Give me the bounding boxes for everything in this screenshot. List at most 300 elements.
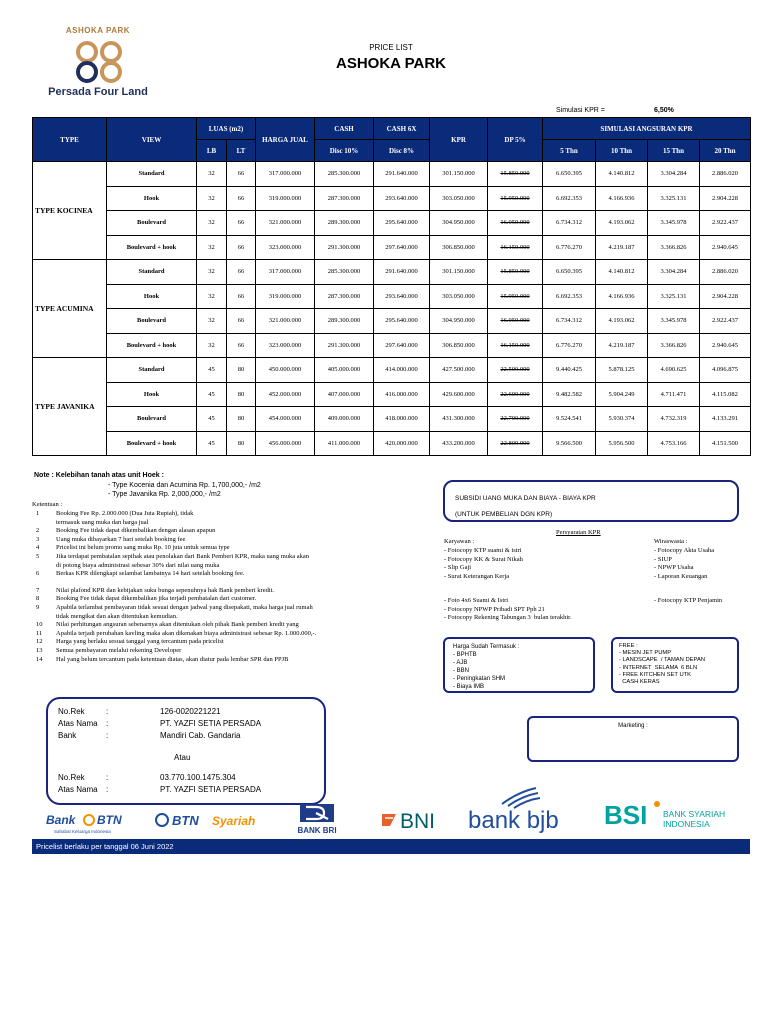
free-list	[619, 650, 737, 686]
rule-number: 14	[36, 655, 43, 663]
rule-item	[36, 519, 436, 528]
harga-cell: 317.000.000	[256, 162, 315, 187]
cash-cell: 411.000.000	[315, 431, 374, 456]
rule-text: Nilai perhitungan angsuran sebenarnya akan ditentukan oleh pihak Bank pemberi kredit yang	[56, 621, 299, 629]
colon: :	[106, 731, 109, 740]
rule-item	[36, 553, 436, 562]
logo-top-text: ASHOKA PARK	[65, 26, 131, 35]
bank-label: Bank	[58, 731, 77, 740]
free-title: FREE :	[619, 643, 638, 649]
table-row	[33, 407, 751, 432]
rule-item	[36, 527, 436, 536]
bni-logo	[380, 806, 456, 834]
rule-item	[36, 638, 436, 647]
view-cell: Boulevard	[107, 211, 197, 236]
bank-1: Mandiri Cab. Gandaria	[160, 731, 241, 740]
lb-cell: 32	[197, 333, 227, 358]
table-row	[33, 333, 751, 358]
rule-number: 1	[36, 510, 40, 517]
footer-bar: Pricelist berlaku per tanggal 06 Juni 2022	[32, 839, 750, 854]
rule-text: Uang muka dibayarkan 7 hari setelah booking fee	[56, 535, 186, 543]
subsidi-line2: (UNTUK PEMBELIAN DGN KPR)	[455, 511, 553, 518]
colon: :	[106, 785, 109, 794]
table-row	[33, 186, 751, 211]
list-item: - INTERNET SELAMA 6 BLN	[619, 664, 698, 671]
atasnama-1: PT. YAZFI SETIA PERSADA	[160, 719, 262, 728]
lb-cell: 32	[197, 309, 227, 334]
cash6-cell: 297.640.000	[374, 235, 430, 260]
type-name: TYPE KOCINEA	[33, 162, 107, 260]
free-box	[611, 637, 739, 693]
project-title: ASHOKA PARK	[335, 55, 446, 72]
y20-cell: 4.133.291	[700, 407, 751, 432]
y15-cell: 4.732.319	[648, 407, 700, 432]
harga-cell: 319.000.000	[256, 284, 315, 309]
y20-cell: 4.096.875	[700, 358, 751, 383]
col-cash: CASH	[315, 118, 374, 140]
sim-label: Simulasi KPR =	[556, 107, 605, 114]
rule-item	[36, 604, 436, 613]
lb-cell: 45	[197, 382, 227, 407]
lt-cell: 66	[227, 309, 256, 334]
dp-cell: 22.800.000	[488, 431, 543, 456]
rule-item	[36, 656, 436, 665]
list-item: - Laporan Keuangan	[654, 572, 708, 580]
y10-cell: 5.930.374	[596, 407, 648, 432]
dp-cell: 22.500.000	[488, 358, 543, 383]
rule-number: 12	[36, 638, 43, 646]
col-type: TYPE	[33, 118, 107, 162]
cash6-cell: 291.640.000	[374, 260, 430, 285]
list-item: - Biaya IMB	[453, 684, 485, 690]
lt-cell: 66	[227, 235, 256, 260]
wiraswasta-list-2	[654, 597, 722, 606]
dp-cell: 22.600.000	[488, 382, 543, 407]
rule-number: 4	[36, 544, 40, 552]
col-cash-disc: Disc 10%	[315, 140, 374, 162]
col-cash6: CASH 6X	[374, 118, 430, 140]
y20-cell: 2.886.020	[700, 260, 751, 285]
y5-cell: 6.692.353	[543, 186, 596, 211]
svg-text:BTN: BTN	[97, 813, 122, 827]
cash-cell: 291.300.000	[315, 333, 374, 358]
colon: :	[106, 707, 109, 716]
y20-cell: 4.151.500	[700, 431, 751, 456]
lb-cell: 45	[197, 358, 227, 383]
cash6-cell: 291.640.000	[374, 162, 430, 187]
list-item: CASH KERAS	[619, 679, 660, 686]
view-cell: Standard	[107, 358, 197, 383]
dp-cell: 22.700.000	[488, 407, 543, 432]
kpr-cell: 303.050.000	[430, 186, 488, 211]
kpr-cell: 429.600.000	[430, 382, 488, 407]
harga-cell: 452.000.000	[256, 382, 315, 407]
lb-cell: 32	[197, 235, 227, 260]
rule-number: 8	[36, 595, 40, 603]
list-item: - Fotocopy Akta Usaha	[654, 547, 715, 554]
col-kpr: KPR	[430, 118, 488, 162]
cash-cell: 287.300.000	[315, 284, 374, 309]
harga-termasuk-list	[453, 651, 593, 691]
rule-text: Nilai plafond KPR dan kebijakan suku bunga sepenuhnya hak Bank pemberi kredit.	[56, 586, 275, 594]
view-cell: Boulevard + hook	[107, 333, 197, 358]
view-cell: Boulevard	[107, 309, 197, 334]
list-item: - Fotocopy KTP suami & istri	[444, 547, 522, 554]
kpr-cell: 306.850.000	[430, 235, 488, 260]
rule-number: 13	[36, 646, 43, 654]
y10-cell: 4.193.062	[596, 309, 648, 334]
y20-cell: 2.940.645	[700, 235, 751, 260]
list-item: - NPWP Usaha	[654, 564, 694, 572]
lt-cell: 66	[227, 162, 256, 187]
karyawan-list-2	[444, 597, 572, 623]
list-item: - Surat Keterangan Kerja	[444, 572, 510, 580]
rule-item	[36, 510, 436, 519]
price-table	[32, 117, 751, 456]
harga-termasuk-title: Harga Sudah Termasuk :	[453, 644, 520, 650]
col-view: VIEW	[107, 118, 197, 162]
cash6-cell: 293.640.000	[374, 284, 430, 309]
y10-cell: 4.219.187	[596, 333, 648, 358]
y10-cell: 4.140.812	[596, 162, 648, 187]
col-luas: LUAS (m2)	[197, 118, 256, 140]
kpr-cell: 427.500.000	[430, 358, 488, 383]
lb-cell: 32	[197, 186, 227, 211]
y20-cell: 2.922.437	[700, 211, 751, 236]
cash-cell: 289.300.000	[315, 309, 374, 334]
list-item: - AJB	[453, 660, 468, 666]
persyaratan-title: Persyaratan KPR	[556, 529, 601, 536]
harga-termasuk-box	[443, 637, 595, 693]
list-item: - FREE KITCHEN SET UTK	[619, 671, 692, 678]
col-simulasi: SIMULASI ANGSURAN KPR	[543, 118, 751, 140]
col-10thn: 10 Thn	[596, 140, 648, 162]
norek-1: 126-0020221221	[160, 707, 221, 716]
y15-cell: 3.366.826	[648, 333, 700, 358]
atasnama-label: Atas Nama	[58, 785, 98, 794]
svg-text:Sahabat Keluarga Indonesia: Sahabat Keluarga Indonesia	[54, 829, 111, 834]
svg-text:INDONESIA: INDONESIA	[663, 819, 710, 829]
col-5thn: 5 Thn	[543, 140, 596, 162]
lt-cell: 80	[227, 358, 256, 383]
rule-text: Booking Fee Rp. 2.000.000 (Dua Juta Rupiah), tidak	[56, 510, 194, 517]
y20-cell: 2.886.020	[700, 162, 751, 187]
subsidi-box	[443, 480, 739, 522]
table-row	[33, 358, 751, 383]
cash-cell: 291.300.000	[315, 235, 374, 260]
harga-cell: 454.000.000	[256, 407, 315, 432]
lb-cell: 32	[197, 260, 227, 285]
marketing-label: Marketing :	[618, 723, 648, 729]
svg-text:Bank: Bank	[46, 813, 76, 827]
col-20thn: 20 Thn	[700, 140, 751, 162]
y15-cell: 3.304.284	[648, 260, 700, 285]
list-item: - BPHTB	[453, 652, 477, 658]
cash-cell: 289.300.000	[315, 211, 374, 236]
rule-text: Booking Fee tidak dapat dikembalikan dengan alasan apapun	[56, 527, 216, 535]
rule-text: di potong biaya administrasi sebesar 30% dari nilai uang muka	[56, 561, 220, 569]
atau-label: Atau	[174, 753, 191, 762]
rule-number: 9	[36, 603, 40, 611]
colon: :	[106, 719, 109, 728]
svg-text:Syariah: Syariah	[212, 814, 256, 828]
rule-item	[36, 536, 436, 545]
view-cell: Hook	[107, 382, 197, 407]
y5-cell: 6.650.395	[543, 260, 596, 285]
cash6-cell: 418.000.000	[374, 407, 430, 432]
bjb-logo	[466, 782, 578, 834]
rule-item	[36, 613, 436, 622]
cash-cell: 285.300.000	[315, 260, 374, 285]
svg-text:BANK SYARIAH: BANK SYARIAH	[663, 809, 726, 819]
lb-cell: 45	[197, 431, 227, 456]
table-row	[33, 260, 751, 285]
col-dp: DP 5%	[488, 118, 543, 162]
dp-cell: 15.850.000	[488, 260, 543, 285]
rule-text: Jika terdapat pembatalan sepihak atau penolakan dari Bank Pemberi KPR, maka uang muka akan	[56, 552, 310, 560]
view-cell: Standard	[107, 260, 197, 285]
table-row	[33, 162, 751, 187]
y15-cell: 4.753.166	[648, 431, 700, 456]
lt-cell: 66	[227, 333, 256, 358]
harga-cell: 323.000.000	[256, 235, 315, 260]
cash6-cell: 293.640.000	[374, 186, 430, 211]
table-row	[33, 431, 751, 456]
list-item: - Foto 4x6 Suami & Istri	[444, 597, 509, 604]
y5-cell: 9.440.425	[543, 358, 596, 383]
norek-label: No.Rek	[58, 707, 85, 716]
harga-cell: 456.000.000	[256, 431, 315, 456]
y15-cell: 3.325.131	[648, 284, 700, 309]
lb-cell: 32	[197, 284, 227, 309]
lt-cell: 80	[227, 407, 256, 432]
lt-cell: 66	[227, 284, 256, 309]
dp-cell: 15.850.000	[488, 162, 543, 187]
view-cell: Boulevard + hook	[107, 431, 197, 456]
rule-item	[36, 621, 436, 630]
kpr-cell: 301.150.000	[430, 260, 488, 285]
dp-cell: 16.150.000	[488, 235, 543, 260]
cash-cell: 409.000.000	[315, 407, 374, 432]
y20-cell: 2.904.228	[700, 186, 751, 211]
col-harga: HARGA JUAL	[256, 118, 315, 162]
y5-cell: 6.776.270	[543, 333, 596, 358]
y20-cell: 2.904.228	[700, 284, 751, 309]
cash6-cell: 420.000.000	[374, 431, 430, 456]
svg-text:bank bjb: bank bjb	[468, 807, 559, 834]
type-name: TYPE JAVANIKA	[33, 358, 107, 456]
list-item: - Fotocopy Rekening Tabungan 3 bulan terakhir.	[444, 614, 572, 622]
y15-cell: 3.366.826	[648, 235, 700, 260]
kpr-cell: 303.050.000	[430, 284, 488, 309]
btn-logo	[44, 808, 138, 836]
rule-text: Hal yang belum tercantum pada ketentuan diatas, akan diatur pada lembar SPR dan PPJB	[56, 655, 289, 663]
cash-cell: 405.000.000	[315, 358, 374, 383]
marketing-box	[527, 716, 739, 762]
list-item: - Fotocopy KTP Penjamin	[654, 597, 723, 604]
rule-item	[36, 647, 436, 656]
y20-cell: 4.115.082	[700, 382, 751, 407]
harga-cell: 321.000.000	[256, 211, 315, 236]
svg-text:BANK BRI: BANK BRI	[297, 826, 337, 835]
col-lb: LB	[197, 140, 227, 162]
view-cell: Hook	[107, 186, 197, 211]
table-header	[33, 118, 751, 162]
y10-cell: 4.219.187	[596, 235, 648, 260]
y15-cell: 3.345.978	[648, 211, 700, 236]
y15-cell: 4.711.471	[648, 382, 700, 407]
note-kocinea: - Type Kocenia dan Acumina Rp. 1,700,000,- /m2	[108, 482, 261, 489]
bri-logo	[280, 804, 354, 836]
harga-cell: 323.000.000	[256, 333, 315, 358]
rule-number: 6	[36, 570, 40, 578]
kpr-cell: 304.950.000	[430, 211, 488, 236]
y5-cell: 9.566.500	[543, 431, 596, 456]
y15-cell: 3.304.284	[648, 162, 700, 187]
y15-cell: 3.345.978	[648, 309, 700, 334]
list-item: - Fotocopy KK & Surat Nikah	[444, 555, 523, 563]
dp-cell: 16.050.000	[488, 211, 543, 236]
y10-cell: 5.956.500	[596, 431, 648, 456]
rule-text: tidak mengikat dan akan ditentukan kemudian.	[56, 612, 178, 620]
cash6-cell: 414.000.000	[374, 358, 430, 383]
y10-cell: 4.140.812	[596, 260, 648, 285]
sim-rate: 6,50%	[654, 107, 674, 114]
rule-text: Berkas KPR dilengkapi selambat lambatnya 14 hari setelah booking fee.	[56, 570, 245, 578]
btn-syariah-logo	[154, 808, 266, 832]
lt-cell: 80	[227, 382, 256, 407]
rule-text: Semua pembayaran melalui rekening Developer	[56, 646, 182, 654]
lb-cell: 32	[197, 211, 227, 236]
rules-list	[36, 510, 436, 664]
rule-number: 10	[36, 621, 43, 629]
y5-cell: 6.734.312	[543, 211, 596, 236]
rule-text: Booking Fee tidak dapat dikembalikan jika terjadi pembatalan dari customer.	[56, 595, 257, 603]
cash-cell: 287.300.000	[315, 186, 374, 211]
y20-cell: 2.940.645	[700, 333, 751, 358]
rule-item	[36, 562, 436, 571]
rule-item	[36, 630, 436, 639]
y20-cell: 2.922.437	[700, 309, 751, 334]
lt-cell: 66	[227, 211, 256, 236]
dp-cell: 15.950.000	[488, 186, 543, 211]
wiraswasta-list	[654, 547, 714, 581]
bsi-logo	[604, 794, 740, 834]
harga-cell: 321.000.000	[256, 309, 315, 334]
view-cell: Standard	[107, 162, 197, 187]
view-cell: Hook	[107, 284, 197, 309]
dp-cell: 16.150.000	[488, 333, 543, 358]
kpr-cell: 304.950.000	[430, 309, 488, 334]
harga-cell: 319.000.000	[256, 186, 315, 211]
rule-text: Harga yang berlaku sesuai tanggal yang tercantum pada pricelist	[56, 638, 224, 646]
rule-item	[36, 570, 436, 579]
list-item: - SIUP	[654, 555, 672, 563]
col-lt: LT	[227, 140, 256, 162]
y10-cell: 4.166.936	[596, 284, 648, 309]
svg-text:BTN: BTN	[172, 813, 199, 828]
ketentuan-title: Ketentuan :	[32, 501, 63, 508]
rule-item	[36, 587, 436, 596]
karyawan-label: Karyawan :	[444, 538, 475, 545]
rule-number: 11	[36, 629, 43, 637]
subsidi-line1: SUBSIDI UANG MUKA DAN BIAYA - BIAYA KPR	[455, 495, 596, 502]
dp-cell: 15.950.000	[488, 284, 543, 309]
rule-item	[36, 595, 436, 604]
y5-cell: 9.524.541	[543, 407, 596, 432]
rule-text: Pricelist ini belum promo sang muka Rp. 10 juta untuk semua type	[56, 544, 230, 552]
y10-cell: 4.193.062	[596, 211, 648, 236]
y5-cell: 6.776.270	[543, 235, 596, 260]
kpr-cell: 431.300.000	[430, 407, 488, 432]
view-cell: Boulevard	[107, 407, 197, 432]
y10-cell: 5.904.249	[596, 382, 648, 407]
rule-number: 2	[36, 527, 40, 535]
atasnama-2: PT. YAZFI SETIA PERSADA	[160, 785, 262, 794]
view-cell: Boulevard + hook	[107, 235, 197, 260]
table-row	[33, 284, 751, 309]
list-item: - Slip Gaji	[444, 564, 472, 572]
y10-cell: 4.166.936	[596, 186, 648, 211]
cash-cell: 285.300.000	[315, 162, 374, 187]
doc-title: PRICE LIST	[369, 43, 413, 52]
lb-cell: 32	[197, 162, 227, 187]
table-row	[33, 211, 751, 236]
note-javanika: - Type Javanika Rp. 2,000,000,- /m2	[108, 491, 221, 498]
kpr-cell: 306.850.000	[430, 333, 488, 358]
table-row	[33, 309, 751, 334]
rule-number: 3	[36, 535, 40, 543]
note-title: Note : Kelebihan tanah atas unit Hoek :	[34, 472, 164, 479]
lt-cell: 66	[227, 260, 256, 285]
cash6-cell: 295.640.000	[374, 309, 430, 334]
col-cash6-disc: Disc 8%	[374, 140, 430, 162]
harga-cell: 450.000.000	[256, 358, 315, 383]
y5-cell: 9.482.582	[543, 382, 596, 407]
rule-item	[36, 544, 436, 553]
bank-account-box	[46, 697, 326, 805]
atasnama-label: Atas Nama	[58, 719, 98, 728]
y5-cell: 6.692.353	[543, 284, 596, 309]
y15-cell: 3.325.131	[648, 186, 700, 211]
list-item: - MESIN JET PUMP	[619, 650, 672, 657]
rule-number: 7	[36, 586, 40, 594]
y15-cell: 4.690.625	[648, 358, 700, 383]
list-item: - LANDSCAPE / TAMAN DEPAN	[619, 657, 706, 664]
cash6-cell: 297.640.000	[374, 333, 430, 358]
table-row	[33, 235, 751, 260]
norek-label: No.Rek	[58, 773, 85, 782]
lt-cell: 66	[227, 186, 256, 211]
rule-text: Apabila terjadi perubahan kavling maka akan dikenakan biaya administrasi sebesar Rp. 1.000.000,-.	[56, 629, 317, 637]
norek-2: 03.770.100.1475.304	[160, 773, 236, 782]
colon: :	[106, 773, 109, 782]
svg-text:BSI: BSI	[604, 800, 648, 830]
cash6-cell: 416.000.000	[374, 382, 430, 407]
cash-cell: 407.000.000	[315, 382, 374, 407]
kpr-cell: 301.150.000	[430, 162, 488, 187]
list-item: - Peningkatan SHM	[453, 676, 506, 682]
kpr-cell: 433.200.000	[430, 431, 488, 456]
karyawan-list	[444, 547, 523, 581]
svg-text:BNI: BNI	[400, 810, 436, 833]
y5-cell: 6.650.395	[543, 162, 596, 187]
y10-cell: 5.878.125	[596, 358, 648, 383]
harga-cell: 317.000.000	[256, 260, 315, 285]
table-row	[33, 382, 751, 407]
table-body	[33, 162, 751, 456]
logo-bottom-text: Persada Four Land	[48, 86, 148, 98]
